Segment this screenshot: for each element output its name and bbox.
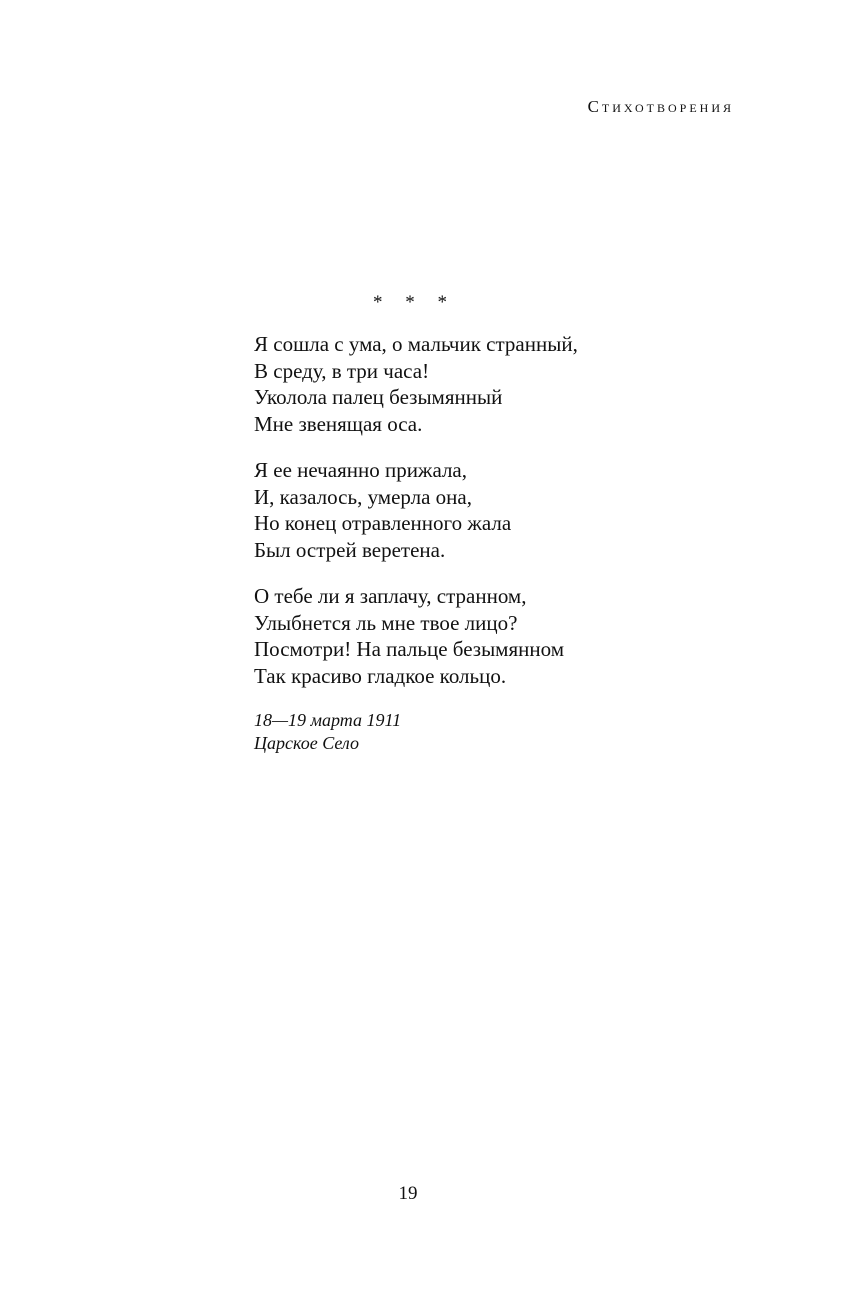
poem-line: О тебе ли я заплачу, странном, bbox=[254, 584, 527, 608]
page-number: 19 bbox=[398, 1183, 418, 1204]
poem-line: Я сошла с ума, о мальчик странный, bbox=[254, 332, 578, 356]
poem-line: Уколола палец безымянный bbox=[254, 385, 503, 409]
poem-line: В среду, в три часа! bbox=[254, 358, 430, 383]
stanza-1 bbox=[254, 331, 578, 437]
poem-line: Мне звенящая оса. bbox=[254, 411, 423, 436]
poem-line: Был острей веретена. bbox=[254, 537, 446, 562]
poem-line: Улыбнется ль мне твое лицо? bbox=[254, 610, 518, 635]
stanza-2 bbox=[254, 457, 578, 563]
poem-body bbox=[254, 331, 578, 709]
poem-line: И, казалось, умерла она, bbox=[254, 484, 472, 509]
stanza-3 bbox=[254, 583, 578, 689]
poem-place: Царское Село bbox=[254, 733, 359, 753]
poem-separator: * * * bbox=[373, 292, 456, 313]
poem-line: Но конец отравленного жала bbox=[254, 511, 512, 535]
poem-line: Так красиво гладкое кольцо. bbox=[254, 663, 507, 688]
poem-line: Посмотри! На пальце безымянном bbox=[254, 637, 564, 661]
poem-line: Я ее нечаянно прижала, bbox=[254, 458, 467, 482]
running-title: Стихотворения bbox=[587, 97, 734, 116]
poem-date: 18—19 марта 1911 bbox=[254, 710, 402, 730]
poem-dateline bbox=[254, 709, 401, 755]
